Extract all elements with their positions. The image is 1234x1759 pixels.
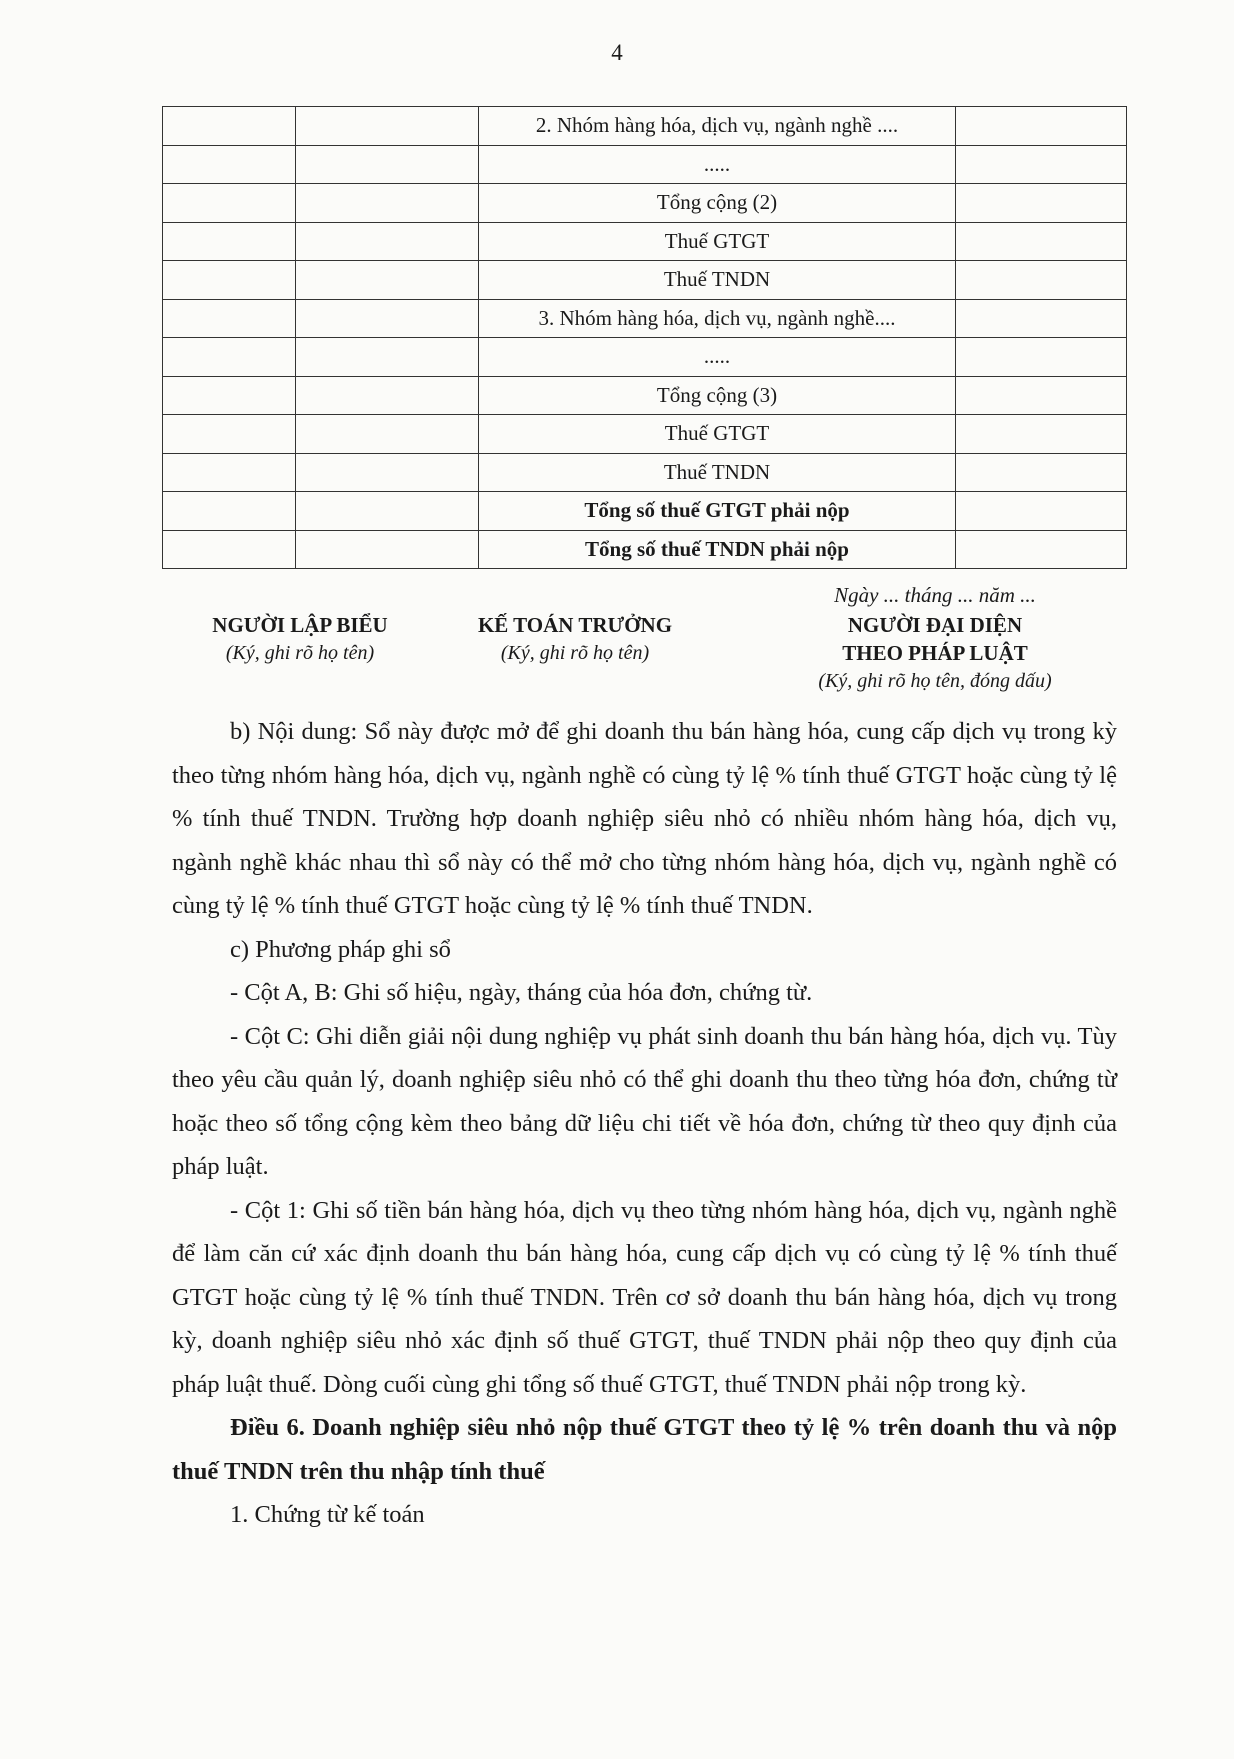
table-cell-empty: [163, 530, 296, 569]
table-cell-empty: [956, 222, 1127, 261]
preparer-note: (Ký, ghi rõ họ tên): [225, 642, 375, 664]
table-cell-empty: [163, 453, 296, 492]
table-row: [163, 415, 1127, 454]
table-row: [163, 222, 1127, 261]
table-cell-empty: [956, 415, 1127, 454]
signature-preparer: [180, 611, 420, 667]
table-cell-empty: [296, 415, 479, 454]
table-cell-empty: [296, 145, 479, 184]
legal-rep-title-line2: THEO PHÁP LUẬT: [842, 641, 1028, 665]
table-cell-empty: [296, 453, 479, 492]
table-cell-empty: [296, 299, 479, 338]
table-cell-description: Tổng số thuế GTGT phải nộp: [479, 492, 956, 531]
preparer-title: NGƯỜI LẬP BIỂU: [212, 613, 388, 637]
table-cell-empty: [956, 184, 1127, 223]
table-cell-empty: [163, 261, 296, 300]
table-row: [163, 530, 1127, 569]
table-row: [163, 376, 1127, 415]
chief-accountant-title: KẾ TOÁN TRƯỞNG: [477, 613, 673, 637]
table-cell-empty: [296, 492, 479, 531]
table-row: [163, 107, 1127, 146]
table-cell-empty: [296, 261, 479, 300]
table-cell-empty: [163, 107, 296, 146]
signature-date-line: Ngày ... tháng ... năm ...: [834, 583, 1036, 607]
table-cell-empty: [296, 184, 479, 223]
table-cell-empty: [163, 299, 296, 338]
table-row: [163, 261, 1127, 300]
table-cell-empty: [296, 222, 479, 261]
paragraph-accounting-documents: 1. Chứng từ kế toán: [230, 1501, 425, 1528]
paragraph-method-heading: c) Phương pháp ghi sổ: [230, 935, 451, 963]
revenue-ledger-table: [162, 106, 1127, 569]
table-row: [163, 492, 1127, 531]
table-cell-description: 3. Nhóm hàng hóa, dịch vụ, ngành nghề....: [479, 299, 956, 338]
table-cell-empty: [163, 415, 296, 454]
table-cell-description: .....: [479, 145, 956, 184]
table-cell-description: 2. Nhóm hàng hóa, dịch vụ, ngành nghề ....: [479, 107, 956, 146]
table-row: [163, 299, 1127, 338]
signature-legal-representative: [755, 611, 1115, 695]
paragraph-column-c: - Cột C: Ghi diễn giải nội dung nghiệp vụ phát sinh doanh thu bán hàng hóa, dịch vụ. Tùy theo yêu cầu quản lý, doanh nghiệp siêu nhỏ có thể ghi doanh thu theo từng hóa đơn, chứng từ hoặc theo số tổng cộng kèm theo bảng dữ liệu chi tiết về hóa đơn, chứng từ theo quy định của pháp luật.: [172, 1022, 1117, 1180]
table-cell-empty: [163, 145, 296, 184]
table-cell-empty: [163, 492, 296, 531]
table-cell-description: Tổng cộng (2): [479, 184, 956, 223]
table-cell-empty: [163, 222, 296, 261]
table-cell-description: Tổng số thuế TNDN phải nộp: [479, 530, 956, 569]
table-cell-empty: [296, 107, 479, 146]
table-cell-description: Thuế TNDN: [479, 261, 956, 300]
table-cell-empty: [163, 376, 296, 415]
table-cell-empty: [956, 145, 1127, 184]
table-cell-description: Thuế GTGT: [479, 415, 956, 454]
table-cell-description: Tổng cộng (3): [479, 376, 956, 415]
article-6-heading: Điều 6. Doanh nghiệp siêu nhỏ nộp thuế GTGT theo tỷ lệ % trên doanh thu và nộp thuế TNDN trên thu nhập tính thuế: [172, 1414, 1117, 1485]
table-row: [163, 184, 1127, 223]
table-cell-empty: [163, 338, 296, 377]
table-cell-empty: [956, 338, 1127, 377]
table-cell-empty: [956, 530, 1127, 569]
table-cell-description: Thuế TNDN: [479, 453, 956, 492]
table-cell-empty: [956, 492, 1127, 531]
paragraph-column-1: - Cột 1: Ghi số tiền bán hàng hóa, dịch vụ theo từng nhóm hàng hóa, dịch vụ, ngành nghề để làm căn cứ xác định doanh thu bán hàng hóa, cung cấp dịch vụ có cùng tỷ lệ % tính thuế GTGT hoặc cùng tỷ lệ % tính thuế TNDN. Trên cơ sở doanh thu bán hàng hóa, dịch vụ trong kỳ, doanh nghiệp siêu nhỏ xác định số thuế GTGT, thuế TNDN phải nộp theo quy định của pháp luật thuế. Dòng cuối cùng ghi tổng số thuế GTGT, thuế TNDN phải nộp trong kỳ.: [172, 1196, 1117, 1398]
signature-chief-accountant: [440, 611, 710, 667]
table-cell-empty: [296, 338, 479, 377]
table-cell-empty: [956, 107, 1127, 146]
page-number: 4: [611, 40, 623, 65]
legal-rep-note: (Ký, ghi rõ họ tên, đóng dấu): [818, 670, 1052, 692]
table-cell-empty: [296, 530, 479, 569]
table-cell-empty: [163, 184, 296, 223]
table-cell-description: .....: [479, 338, 956, 377]
table-cell-empty: [956, 261, 1127, 300]
ledger-body: [163, 107, 1127, 569]
table-cell-empty: [956, 453, 1127, 492]
chief-accountant-note: (Ký, ghi rõ họ tên): [500, 642, 650, 664]
body-text: [172, 710, 1117, 1537]
paragraph-column-ab: - Cột A, B: Ghi số hiệu, ngày, tháng của hóa đơn, chứng từ.: [230, 979, 813, 1006]
table-row: [163, 145, 1127, 184]
table-cell-description: Thuế GTGT: [479, 222, 956, 261]
table-cell-empty: [956, 376, 1127, 415]
table-cell-empty: [296, 376, 479, 415]
table-row: [163, 338, 1127, 377]
table-cell-empty: [956, 299, 1127, 338]
paragraph-content: b) Nội dung: Sổ này được mở để ghi doanh thu bán hàng hóa, cung cấp dịch vụ trong kỳ theo từng nhóm hàng hóa, dịch vụ, ngành nghề có cùng tỷ lệ % tính thuế GTGT hoặc cùng tỷ lệ % tính thuế TNDN. Trường hợp doanh nghiệp siêu nhỏ có nhiều nhóm hàng hóa, dịch vụ, ngành nghề khác nhau thì sổ này có thể mở cho từng nhóm hàng hóa, dịch vụ, ngành nghề có cùng tỷ lệ % tính thuế GTGT hoặc cùng tỷ lệ % tính thuế TNDN.: [172, 718, 1117, 919]
legal-rep-title-line1: NGƯỜI ĐẠI DIỆN: [847, 613, 1023, 637]
table-row: [163, 453, 1127, 492]
